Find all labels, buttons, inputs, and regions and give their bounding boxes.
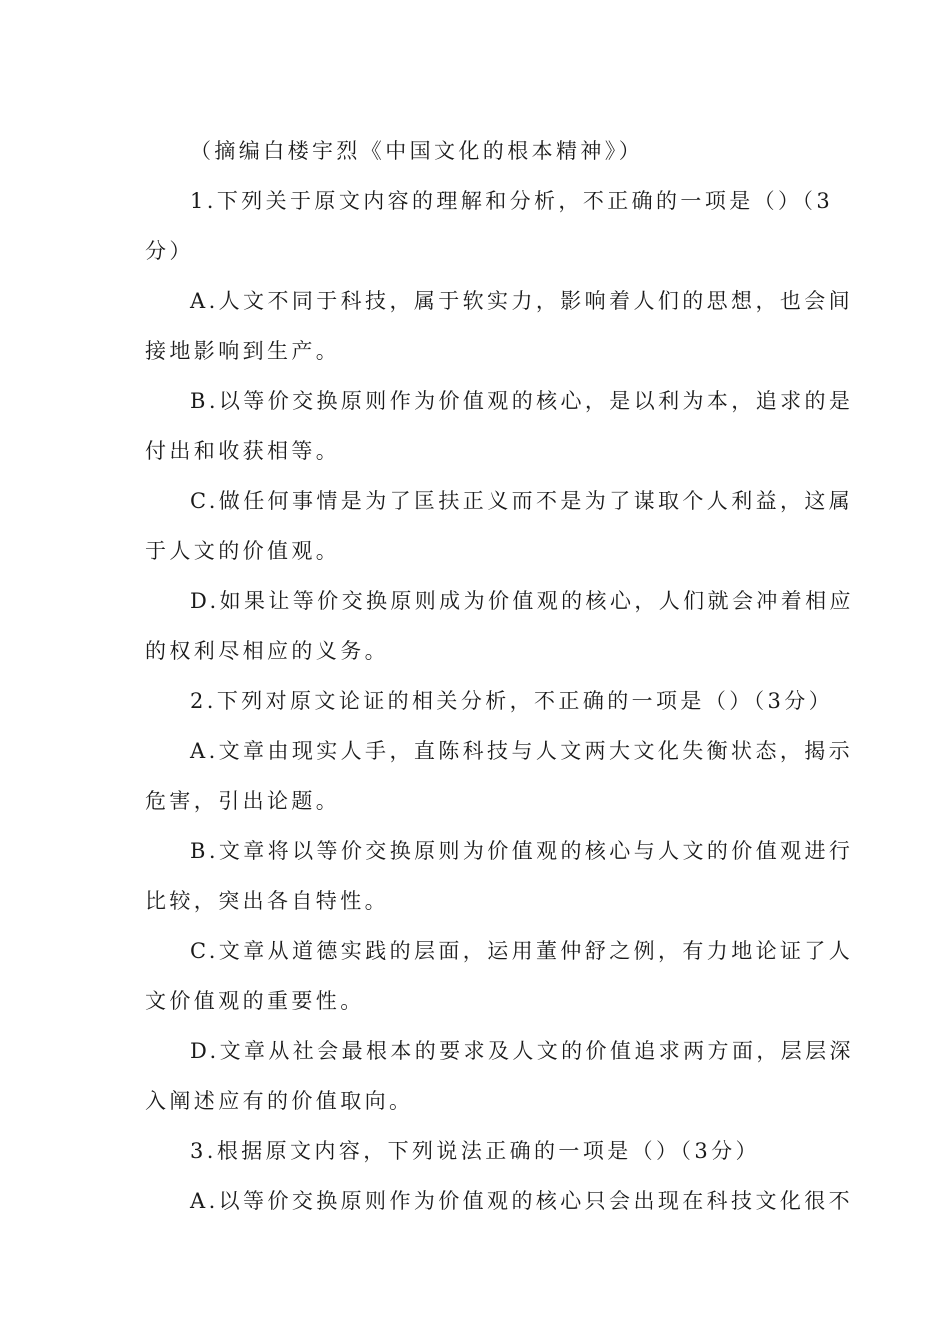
q2-option-d-cont: 入阐述应有的价值取向。 xyxy=(145,1089,414,1113)
q3-option-a: A.以等价交换原则作为价值观的核心只会出现在科技文化很不 xyxy=(190,1189,854,1213)
q1-option-a: A.人文不同于科技，属于软实力，影响着人们的思想，也会间 xyxy=(190,289,854,313)
q1-option-a-cont: 接地影响到生产。 xyxy=(145,339,341,363)
source-citation: （摘编白楼宇烈《中国文化的根本精神》） xyxy=(190,139,644,163)
q1-option-d-cont: 的权利尽相应的义务。 xyxy=(145,639,389,663)
q1-option-b-cont: 付出和收获相等。 xyxy=(145,439,341,463)
q1-option-c: C.做任何事情是为了匡扶正义而不是为了谋取个人利益，这属 xyxy=(190,489,854,513)
q2-option-b-cont: 比较，突出各自特性。 xyxy=(145,889,389,913)
q2-option-d: D.文章从社会最根本的要求及人文的价值追求两方面，层层深 xyxy=(190,1039,854,1063)
q2-option-b: B.文章将以等价交换原则为价值观的核心与人文的价值观进行 xyxy=(190,839,854,863)
q1-option-d: D.如果让等价交换原则成为价值观的核心，人们就会冲着相应 xyxy=(190,589,854,613)
q2-option-c: C.文章从道德实践的层面，运用董仲舒之例，有力地论证了人 xyxy=(190,939,854,963)
q3-stem: 3.根据原文内容，下列说法正确的一项是（）（3分） xyxy=(190,1139,760,1163)
q2-option-c-cont: 文价值观的重要性。 xyxy=(145,989,365,1013)
q2-stem: 2.下列对原文论证的相关分析，不正确的一项是（）（3分） xyxy=(190,689,834,713)
q1-option-c-cont: 于人文的价值观。 xyxy=(145,539,341,563)
q2-option-a: A.文章由现实人手，直陈科技与人文两大文化失衡状态，揭示 xyxy=(190,739,854,763)
q1-option-b: B.以等价交换原则作为价值观的核心，是以利为本，追求的是 xyxy=(190,389,854,413)
q1-stem: 1.下列关于原文内容的理解和分析，不正确的一项是（）（3 xyxy=(190,189,834,213)
q1-stem-cont: 分） xyxy=(145,239,194,263)
q2-option-a-cont: 危害，引出论题。 xyxy=(145,789,341,813)
